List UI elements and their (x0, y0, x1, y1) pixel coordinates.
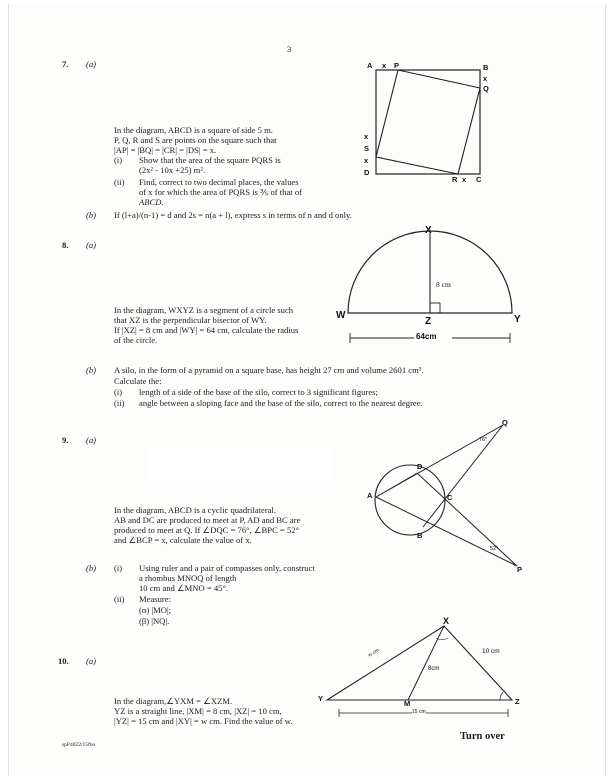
q7-label-A: A (367, 61, 373, 70)
q8-label-X: X (425, 225, 432, 236)
q8-b-line-2: Calculate the: (114, 376, 162, 386)
q7-b-text: If (l+a)/(n-1) = d and 2s = n(a + l), express s in terms of n and d only. (114, 210, 352, 220)
q7-label-x-s: x (364, 156, 369, 165)
q7-i-num: (i) (114, 155, 123, 165)
q7-ii-line-1: Find, correct to two decimal places, the values (139, 177, 299, 187)
q9-label-Q: Q (502, 418, 508, 427)
q10-label-Z: Z (515, 697, 520, 706)
q9-b-i-line-3: 10 cm and ∠MNO = 45°. (139, 583, 229, 593)
q8-b-i-num: (i) (114, 387, 123, 397)
q7-ii-line-3: ABCD. (139, 197, 164, 207)
q7-label-x-left: x (364, 132, 369, 141)
q8-text-3: If |XZ| = 8 cm and |WY| = 64 cm, calculate the radius (114, 325, 299, 335)
q10-part-a: (a) (86, 656, 97, 666)
q9-b-i-num: (i) (114, 563, 123, 573)
q9-part-a: (a) (86, 435, 97, 445)
q7-label-x-b: x (483, 74, 488, 83)
q8-b-line-1: A silo, in the form of a pyramid on a square base, has height 27 cm and volume 2601 cm³. (114, 365, 424, 375)
q10-text-1: In the diagram,∠YXM = ∠XZM. (114, 696, 233, 706)
q10-label-w: w cm (367, 647, 381, 659)
q7-label-Q: Q (483, 84, 489, 93)
q9-text-2: AB and DC are produced to meet at P, AD and BC are (114, 515, 301, 525)
q10-text-2: YZ is a straight line, |XM| = 8 cm, |XZ| = 10 cm, (114, 706, 282, 716)
q7-label-x-top: x (382, 61, 387, 70)
q8-label-Z: Z (425, 316, 432, 327)
q9-part-b: (b) (86, 563, 97, 573)
q9-label-A: A (367, 491, 373, 500)
q8-b-ii-text: angle between a sloping face and the base of the silo, correct to the nearest degree. (139, 398, 423, 408)
q7-label-P: P (394, 61, 400, 70)
q9-b-ii-text: Measure: (139, 594, 171, 604)
q9-angle-52: 52° (490, 546, 499, 552)
q8-number: 8. (62, 240, 69, 250)
q9-measure-alpha: (α) |MO|; (139, 605, 172, 615)
q7-number: 7. (62, 59, 69, 69)
q7-intro-2: P, Q, R and S are points on the square such that (114, 135, 277, 145)
q7-label-R: R (452, 175, 458, 184)
q9-label-P: P (517, 565, 523, 574)
q9-label-D: D (417, 462, 423, 471)
page-number: 3 (287, 44, 292, 54)
q7-part-a: (a) (86, 59, 97, 69)
q9-text-4: and ∠BCP = x, calculate the value of x. (114, 535, 252, 545)
q7-label-C: C (476, 175, 482, 184)
q7-i-line-2: (2x² - 10x +25) m². (139, 165, 206, 175)
q9-b-i-line-2: a rhombus MNOQ of length (139, 573, 237, 583)
q8-text-2: that XZ is the perpendicular bisector of WY. (114, 315, 267, 325)
q7-ii-num: (ii) (114, 177, 125, 187)
q7-label-B: B (483, 63, 489, 72)
q7-intro-3: |AP| = |BQ| = |CR| = |DS| = x. (114, 145, 217, 155)
q10-label-8cm: 8cm (428, 666, 440, 672)
q8-label-8cm: 8 cm (436, 280, 451, 289)
footer-code: spP4022/15fbo (62, 742, 96, 748)
q7-part-b: (b) (86, 210, 97, 220)
q10-label-Y: Y (318, 694, 324, 703)
q7-i-line-1: Show that the area of the square PQRS is (139, 155, 281, 165)
q8-part-b: (b) (86, 365, 97, 375)
q10-label-M: M (404, 699, 411, 708)
q10-label-15cm: 15 cm (412, 709, 426, 715)
q8-text-4: of the circle. (114, 335, 158, 345)
q8-text-1: In the diagram, WXYZ is a segment of a circle such (114, 305, 294, 315)
q8-label-W: W (336, 310, 346, 321)
q7-label-S: S (364, 144, 370, 153)
q9-measure-beta: (β) |NQ|. (139, 616, 170, 626)
q8-b-i-text: length of a side of the base of the silo, correct to 3 significant figures; (139, 387, 378, 397)
q7-label-D: D (364, 168, 370, 177)
q10-label-X: X (443, 616, 450, 626)
q9-label-B: B (417, 531, 423, 540)
q7-intro-1: In the diagram, ABCD is a square of side 5 m. (114, 125, 273, 135)
q9-number: 9. (62, 435, 69, 445)
q8-part-a: (a) (86, 240, 97, 250)
q9-angle-76: 76° (479, 437, 488, 443)
q9-text-1: In the diagram, ABCD is a cyclic quadrilateral. (114, 505, 277, 515)
q9-label-C: C (447, 493, 453, 502)
q8-b-ii-num: (ii) (114, 398, 125, 408)
q8-label-Y: Y (514, 314, 521, 325)
q9-b-i-line-1: Using ruler and a pair of compasses only, construct (139, 563, 315, 573)
q10-number: 10. (58, 656, 69, 666)
q7-label-x-r: x (462, 175, 467, 184)
turn-over: Turn over (460, 731, 505, 742)
q10-text-3: |YZ| = 15 cm and |XY| = w cm. Find the value of w. (114, 716, 293, 726)
q10-label-10cm: 10 cm (482, 648, 500, 655)
q7-ii-line-2: of x for which the area of PQRS is ⅗ of that of (139, 187, 302, 197)
q9-text-3: produced to meet at Q. If ∠DQC = 76°, ∠BPC = 52° (114, 525, 299, 535)
q8-label-64cm: 64cm (416, 332, 437, 341)
q9-b-ii-num: (ii) (114, 594, 125, 604)
